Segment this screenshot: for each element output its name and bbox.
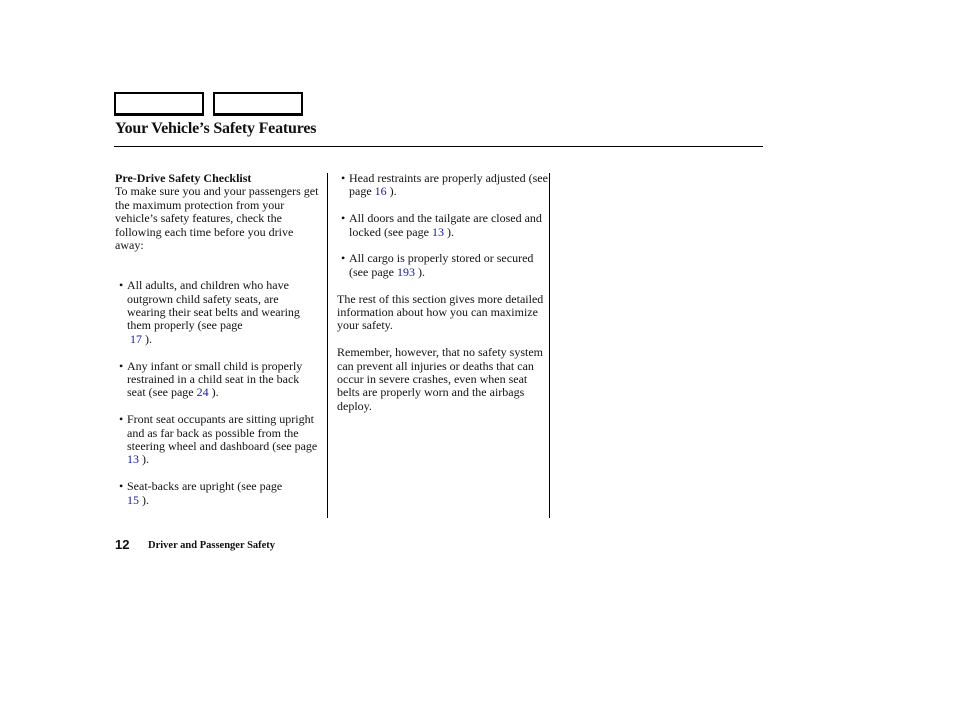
list-item-close: ).	[389, 184, 397, 199]
nav-prev-button[interactable]	[114, 92, 204, 116]
bullet-icon: •	[341, 211, 346, 226]
bullet-icon: •	[119, 278, 124, 293]
list-item	[337, 252, 549, 279]
page-link[interactable]: 193	[396, 264, 415, 279]
list-item-text: Seat-backs are upright (see page	[127, 479, 283, 494]
page-link[interactable]: 15	[127, 492, 139, 507]
list-item-text: Head restraints are properly adjusted (see page	[349, 171, 548, 199]
column-right	[337, 172, 549, 413]
list-item-close: ).	[142, 492, 149, 507]
list-item	[337, 172, 549, 199]
bullet-icon: •	[341, 251, 346, 266]
list-item-close: ).	[145, 331, 152, 346]
list-item	[115, 480, 320, 507]
list-item	[115, 360, 320, 400]
page-number: 12	[115, 537, 130, 552]
page-link[interactable]: 24	[196, 385, 209, 400]
list-item	[115, 413, 320, 467]
title-rule	[114, 146, 763, 147]
column-divider	[327, 173, 328, 518]
page-link[interactable]: 13	[431, 224, 444, 239]
checklist-heading: Pre-Drive Safety Checklist	[115, 171, 252, 185]
list-item-text: Any infant or small child is properly restrained in a child seat in the back seat (see page	[127, 358, 303, 400]
list-item-close: ).	[142, 452, 149, 467]
list-item-text: All cargo is properly stored or secured (see page	[349, 251, 534, 279]
body-paragraph: The rest of this section gives more detailed information about how you can maximize your safety.	[337, 291, 544, 333]
bullet-icon: •	[119, 412, 124, 427]
page-title: Your Vehicle’s Safety Features	[115, 120, 317, 137]
body-paragraph: Remember, however, that no safety system can prevent all injuries or deaths that can occur in severe crashes, even when seat belts are properly worn and the airbags deploy.	[337, 345, 543, 413]
list-item-close: ).	[211, 385, 219, 400]
section-name: Driver and Passenger Safety	[148, 540, 276, 551]
column-left	[115, 172, 320, 507]
bullet-icon: •	[119, 358, 124, 373]
bullet-icon: •	[119, 479, 124, 494]
nav-next-button[interactable]	[213, 92, 303, 116]
list-item-text: All adults, and children who have outgrown child safety seats, are wearing their seat belts and wearing them properly (see page	[127, 278, 300, 333]
page-link[interactable]: 16	[374, 184, 387, 199]
list-item-close: ).	[446, 224, 454, 239]
column-divider	[549, 173, 550, 518]
list-item	[337, 212, 549, 239]
page-link[interactable]: 13	[127, 452, 139, 467]
list-item-text: Front seat occupants are sitting upright and as far back as possible from the steering wheel and dashboard (see page	[127, 412, 318, 454]
list-item-close: ).	[417, 264, 425, 279]
page-link[interactable]: 17	[130, 331, 142, 346]
list-item	[115, 279, 320, 346]
checklist-intro: To make sure you and your passengers get the maximum protection from your vehicle’s safety features, check the following each time before you drive away:	[115, 184, 319, 253]
bullet-icon: •	[341, 171, 346, 185]
list-item-text: All doors and the tailgate are closed and locked (see page	[349, 211, 542, 239]
